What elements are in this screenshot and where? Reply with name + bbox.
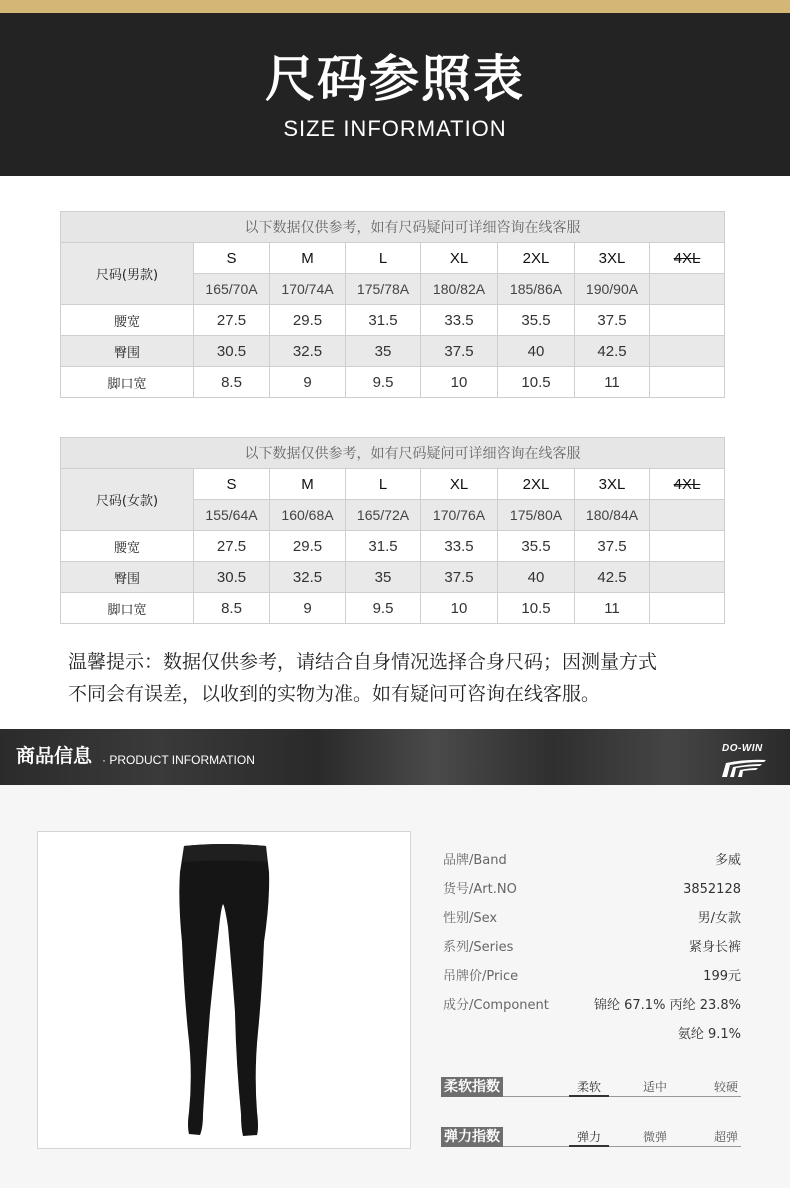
value-cell: 35 (346, 562, 421, 593)
value-cell: 27.5 (194, 531, 270, 562)
info-key: 系列/Series (443, 940, 514, 955)
value-cell: 31.5 (346, 531, 421, 562)
table-note-row (61, 212, 725, 243)
value-cell: 37.5 (575, 305, 650, 336)
table-note: 以下数据仅供参考，如有尺码疑问可详细咨询在线客服 (61, 438, 725, 469)
height-cell: 175/78A (346, 274, 421, 305)
value-cell: 37.5 (575, 531, 650, 562)
women-size-table (60, 437, 725, 624)
height-cell: 170/76A (421, 500, 498, 531)
page-subtitle: SIZE INFORMATION (283, 116, 507, 141)
value-cell: 33.5 (421, 305, 498, 336)
size-cell: XL (421, 243, 498, 274)
info-key: 吊牌价/Price (443, 969, 519, 984)
info-value: 锦纶 67.1% 丙纶 23.8% (594, 998, 741, 1013)
value-cell: 35.5 (498, 531, 575, 562)
table-note-row (61, 438, 725, 469)
height-cell: 165/70A (194, 274, 270, 305)
size-cell: XL (421, 469, 498, 500)
page-header (0, 13, 790, 176)
value-cell: 27.5 (194, 305, 270, 336)
size-cell-4xl (650, 469, 725, 500)
value-cell: 32.5 (270, 562, 346, 593)
product-info-subtitle: · PRODUCT INFORMATION (102, 753, 255, 767)
table-row (61, 562, 725, 593)
value-cell (650, 336, 725, 367)
value-cell: 35 (346, 336, 421, 367)
height-cell: 180/82A (421, 274, 498, 305)
height-cell: 165/72A (346, 500, 421, 531)
product-info-bar (0, 729, 790, 785)
size-cell: 2XL (498, 469, 575, 500)
height-cell: 185/86A (498, 274, 575, 305)
size-cell: L (346, 243, 421, 274)
size-label: 尺码(女款) (61, 469, 194, 531)
value-cell (650, 562, 725, 593)
elasticity-option: 超弹 (713, 1130, 738, 1144)
page-title: 尺码参照表 (265, 50, 525, 108)
size-4xl-text: 4XL (673, 249, 701, 267)
size-row (61, 243, 725, 274)
value-cell: 30.5 (194, 562, 270, 593)
size-4xl-text: 4XL (673, 475, 701, 493)
value-cell: 10.5 (498, 593, 575, 624)
value-cell: 42.5 (575, 562, 650, 593)
info-key: 性别/Sex (443, 911, 498, 926)
tip-line-1: 温馨提示：数据仅供参考，请结合自身情况选择合身尺码；因测量方式 (68, 651, 658, 673)
size-cell: M (270, 469, 346, 500)
table-row (61, 531, 725, 562)
elasticity-option: 弹力 (569, 1127, 609, 1147)
size-cell-4xl (650, 243, 725, 274)
height-cell: 190/90A (575, 274, 650, 305)
warm-tip (68, 646, 748, 710)
value-cell: 10 (421, 367, 498, 398)
value-cell: 11 (575, 367, 650, 398)
value-cell: 40 (498, 336, 575, 367)
value-cell (650, 593, 725, 624)
height-cell (650, 500, 725, 531)
height-cell: 170/74A (270, 274, 346, 305)
value-cell: 10 (421, 593, 498, 624)
row-label: 腰宽 (61, 531, 194, 562)
table-row (61, 336, 725, 367)
value-cell: 37.5 (421, 562, 498, 593)
value-cell (650, 367, 725, 398)
size-label: 尺码(男款) (61, 243, 194, 305)
leggings-image (38, 832, 412, 1150)
height-cell: 160/68A (270, 500, 346, 531)
info-value: 男/女款 (697, 911, 741, 926)
men-size-table (60, 211, 725, 398)
table-row (61, 367, 725, 398)
value-cell: 40 (498, 562, 575, 593)
info-key: 成分/Component (443, 998, 549, 1013)
elasticity-title: 弹力指数 (441, 1127, 503, 1147)
product-info-title: 商品信息 (16, 745, 93, 767)
size-cell: 3XL (575, 243, 650, 274)
size-cell: M (270, 243, 346, 274)
size-cell: 3XL (575, 469, 650, 500)
table-row (61, 593, 725, 624)
value-cell: 42.5 (575, 336, 650, 367)
row-label: 脚口宽 (61, 367, 194, 398)
softness-option: 较硬 (713, 1080, 738, 1094)
value-cell: 29.5 (270, 531, 346, 562)
height-cell: 180/84A (575, 500, 650, 531)
info-value: 199元 (703, 969, 741, 984)
info-value: 3852128 (683, 882, 741, 897)
table-row (61, 305, 725, 336)
softness-scale (441, 1077, 741, 1097)
value-cell: 35.5 (498, 305, 575, 336)
table-note: 以下数据仅供参考，如有尺码疑问可详细咨询在线客服 (61, 212, 725, 243)
value-cell: 29.5 (270, 305, 346, 336)
value-cell: 10.5 (498, 367, 575, 398)
info-value: 多威 (714, 853, 741, 868)
value-cell: 37.5 (421, 336, 498, 367)
brand-logo-text: DO-WIN (722, 743, 763, 754)
size-cell: L (346, 469, 421, 500)
elasticity-option: 微弹 (642, 1130, 667, 1144)
size-row (61, 469, 725, 500)
elasticity-scale (441, 1127, 741, 1147)
value-cell: 30.5 (194, 336, 270, 367)
brand-logo (716, 743, 776, 777)
size-cell: S (194, 469, 270, 500)
tip-line-2: 不同会有误差，以收到的实物为准。如有疑问可咨询在线客服。 (68, 683, 601, 705)
product-photo (37, 831, 411, 1149)
value-cell: 9 (270, 367, 346, 398)
row-label: 臀围 (61, 336, 194, 367)
value-cell: 9 (270, 593, 346, 624)
info-key: 品牌/Band (443, 853, 507, 868)
size-cell: S (194, 243, 270, 274)
value-cell: 11 (575, 593, 650, 624)
info-value: 氨纶 9.1% (677, 1027, 741, 1042)
info-key: 货号/Art.NO (443, 882, 517, 897)
value-cell (650, 305, 725, 336)
value-cell: 9.5 (346, 593, 421, 624)
value-cell: 31.5 (346, 305, 421, 336)
height-cell: 155/64A (194, 500, 270, 531)
value-cell: 32.5 (270, 336, 346, 367)
height-cell: 175/80A (498, 500, 575, 531)
value-cell (650, 531, 725, 562)
value-cell: 33.5 (421, 531, 498, 562)
softness-option: 柔软 (569, 1077, 609, 1097)
row-label: 腰宽 (61, 305, 194, 336)
row-label: 臀围 (61, 562, 194, 593)
height-cell (650, 274, 725, 305)
softness-title: 柔软指数 (441, 1077, 503, 1097)
size-cell: 2XL (498, 243, 575, 274)
value-cell: 9.5 (346, 367, 421, 398)
top-gold-stripe (0, 0, 790, 13)
info-value: 紧身长裤 (688, 940, 741, 955)
softness-option: 适中 (642, 1080, 667, 1094)
value-cell: 8.5 (194, 367, 270, 398)
row-label: 脚口宽 (61, 593, 194, 624)
brand-logo-swoosh-icon (716, 743, 776, 777)
value-cell: 8.5 (194, 593, 270, 624)
